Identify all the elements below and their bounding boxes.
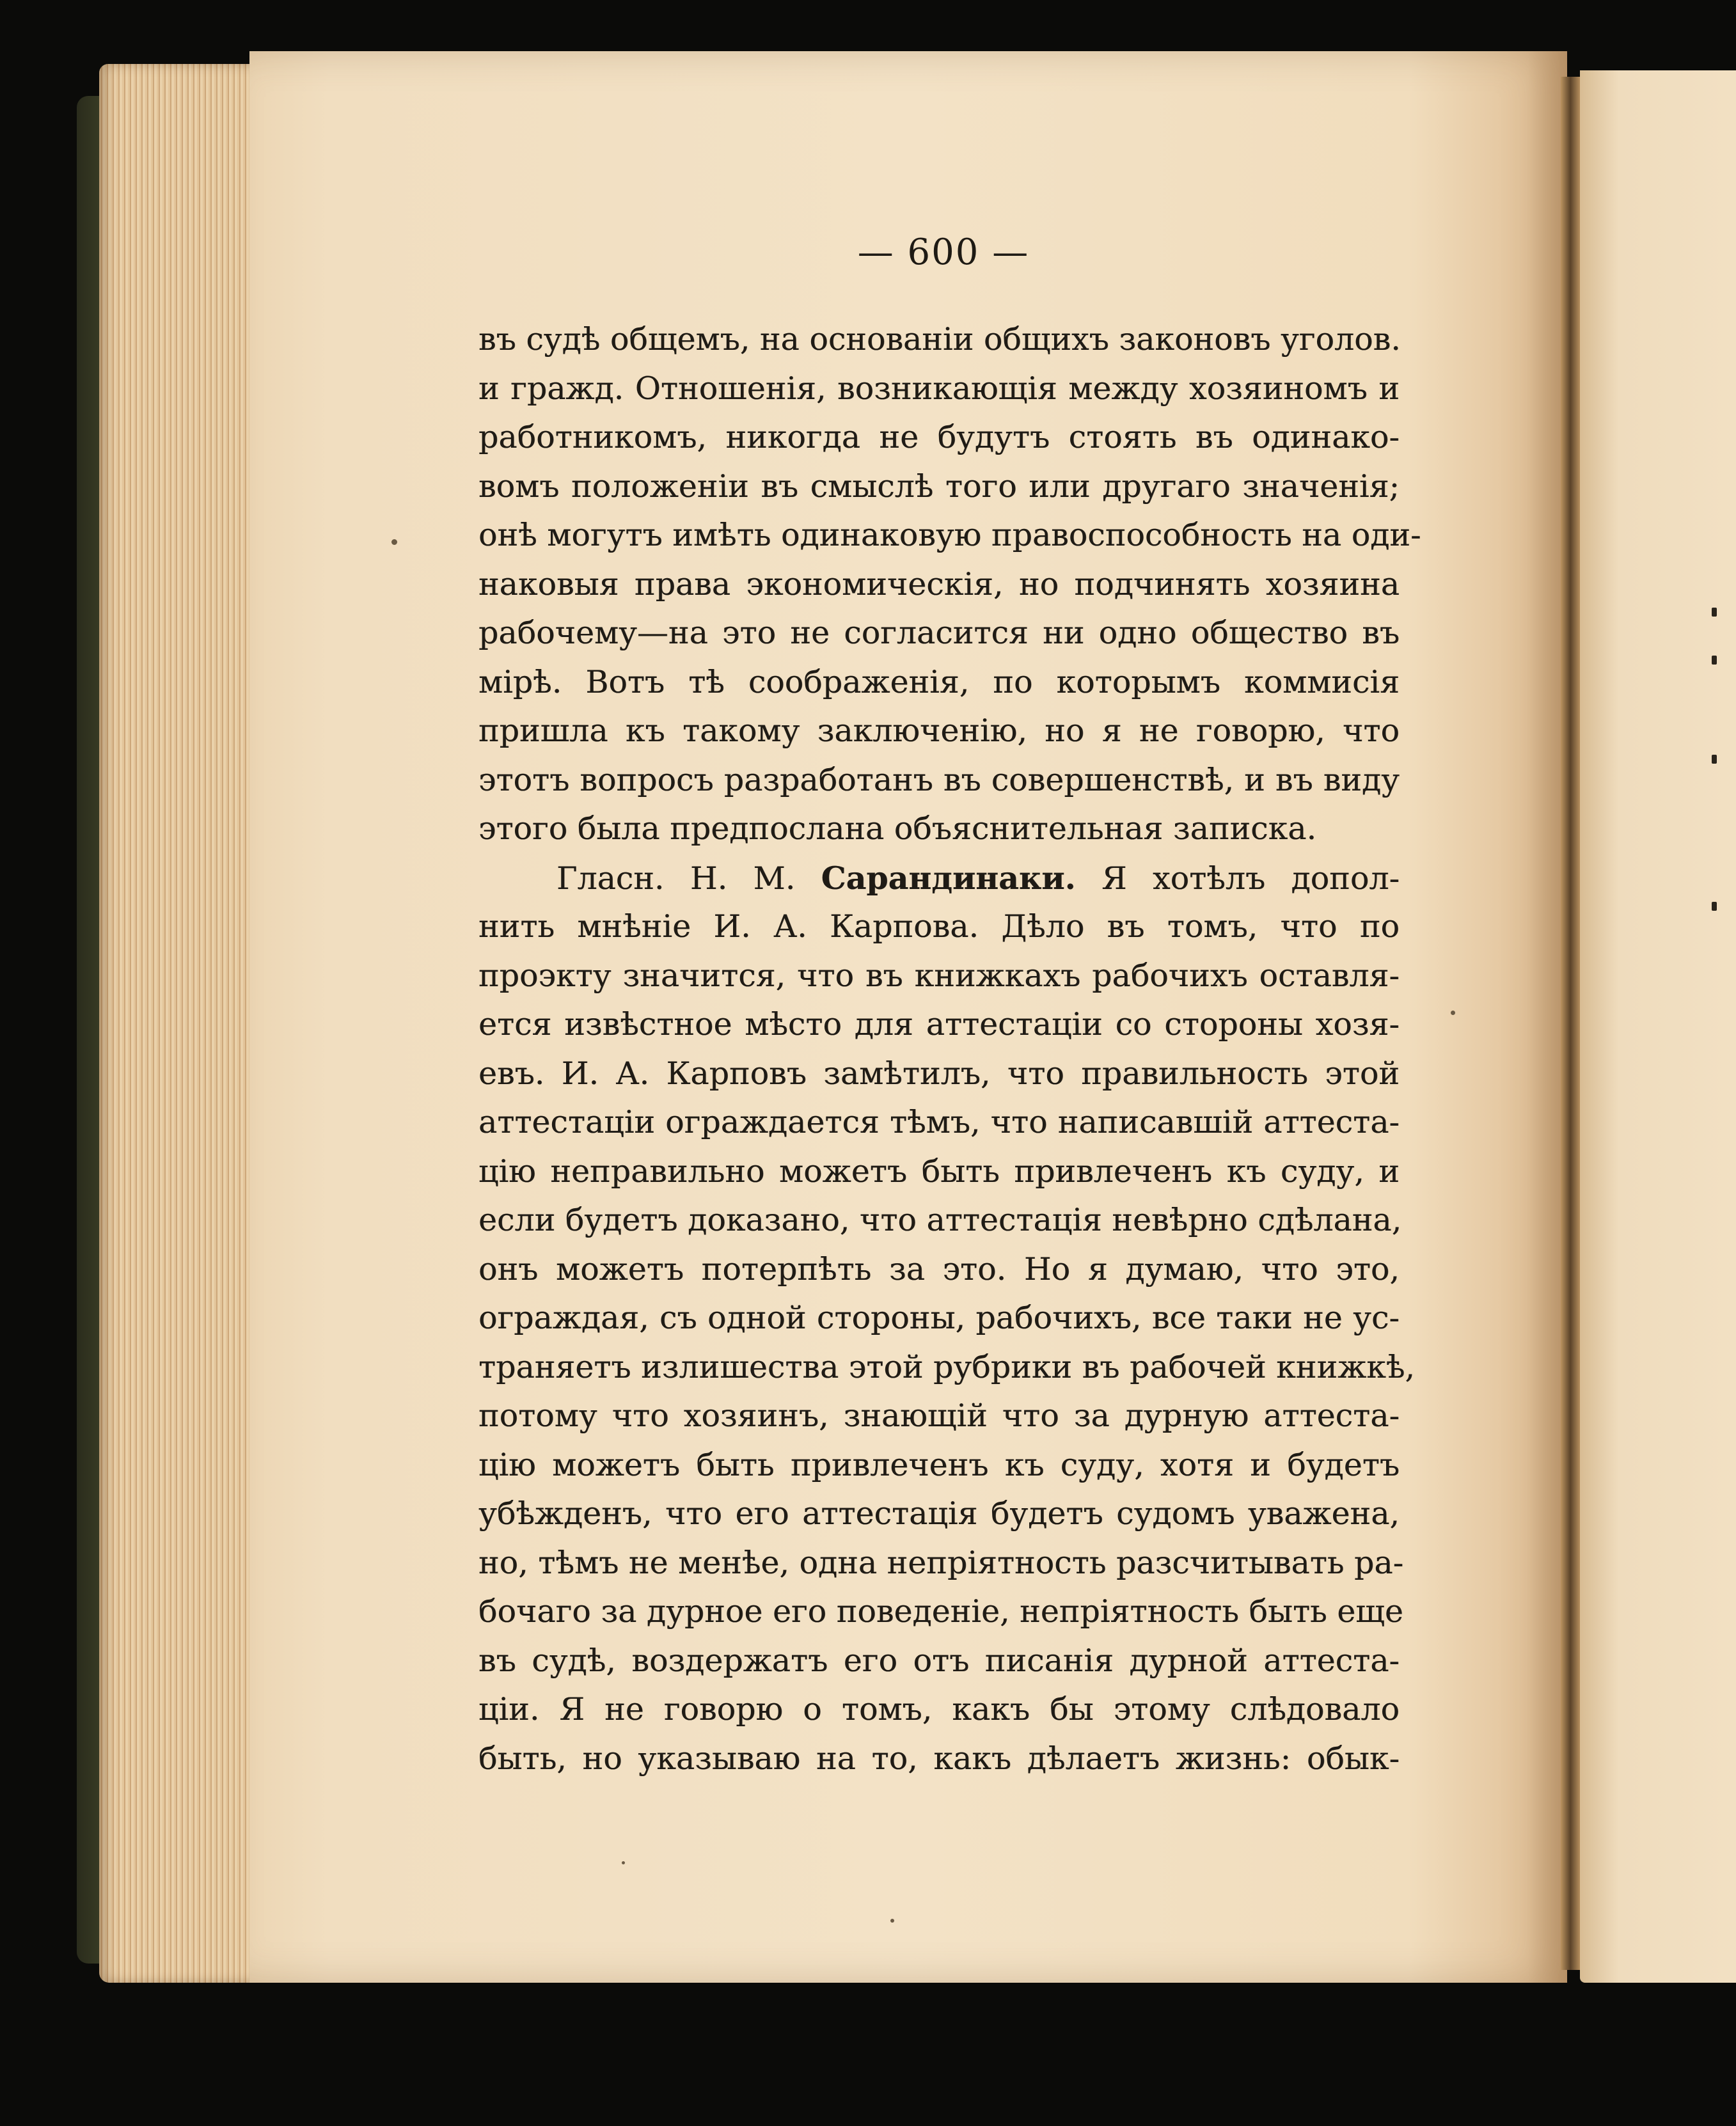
speech-text: Я хотѣлъ допол- xyxy=(1101,860,1400,897)
text-line: но, тѣмъ не менѣе, одна непріятность разсчитывать ра- xyxy=(478,1544,1404,1581)
speaker-prefix: Гласн. Н. М. xyxy=(556,860,796,897)
text-line: этого была предпослана объяснительная записка. xyxy=(478,810,1317,847)
text-line: онѣ могутъ имѣть одинаковую правоспособность на оди- xyxy=(478,517,1421,553)
text-line: бочаго за дурное его поведеніе, непріятность быть еще xyxy=(478,1593,1403,1630)
speaker-name: Сарандинаки. xyxy=(821,859,1076,897)
text-line: евъ. И. А. Карповъ замѣтилъ, что правильность этой xyxy=(478,1055,1400,1092)
text-line: потому что хозяинъ, знающій что за дурную аттеста- xyxy=(478,1398,1400,1434)
page-edges xyxy=(99,64,262,1983)
book-gutter xyxy=(1561,77,1580,1970)
text-line: наковыя права экономическія, но подчинять хозяина xyxy=(478,565,1400,602)
text-line: нить мнѣніе И. А. Карпова. Дѣло въ томъ, что по xyxy=(478,908,1400,945)
text-line: въ судѣ, воздержатъ его отъ писанія дурной аттеста- xyxy=(478,1642,1400,1679)
facing-page xyxy=(1580,70,1736,1983)
text-line: ограждая, съ одной стороны, рабочихъ, все таки не ус- xyxy=(478,1300,1400,1336)
text-line: этотъ вопросъ разработанъ въ совершенствѣ, и въ виду xyxy=(478,761,1400,798)
text-line: пришла къ такому заключенію, но я не говорю, что xyxy=(478,713,1400,749)
text-line: траняетъ излишества этой рубрики въ рабочей книжкѣ, xyxy=(478,1348,1415,1385)
page-number: — 600 — xyxy=(857,232,1030,273)
text-line: онъ можетъ потерпѣть за это. Но я думаю, что это, xyxy=(478,1250,1400,1287)
paper-speck xyxy=(1451,1011,1455,1015)
facing-page-text-edge xyxy=(1606,70,1721,1983)
text-line: проэкту значится, что въ книжкахъ рабочихъ оставля- xyxy=(478,957,1400,994)
text-line: работникомъ, никогда не будутъ стоять въ одинако- xyxy=(478,419,1400,455)
paper-speck xyxy=(890,1919,894,1923)
text-line: мірѣ. Вотъ тѣ соображенія, по которымъ коммисія xyxy=(478,663,1400,700)
text-line: и гражд. Отношенія, возникающія между хозяиномъ и xyxy=(478,370,1400,407)
text-line: въ судѣ общемъ, на основаніи общихъ законовъ уголов. xyxy=(478,321,1401,358)
text-line: аттестаціи ограждается тѣмъ, что написавшій аттеста- xyxy=(478,1104,1400,1140)
text-line: вомъ положеніи въ смыслѣ того или другаго значенія; xyxy=(478,468,1400,505)
text-line: рабочему—на это не согласится ни одно общество въ xyxy=(478,615,1400,651)
speech-first-line xyxy=(478,854,1400,903)
text-line: ціи. Я не говорю о томъ, какъ бы этому слѣдовало xyxy=(478,1691,1400,1728)
text-line: ется извѣстное мѣсто для аттестаціи со стороны хозя- xyxy=(478,1006,1400,1043)
paper-speck xyxy=(391,539,397,545)
text-line: если будетъ доказано, что аттестація невѣрно сдѣлана, xyxy=(478,1202,1402,1238)
paper-speck xyxy=(622,1861,625,1864)
text-line: быть, но указываю на то, какъ дѣлаетъ жизнь: обык- xyxy=(478,1740,1400,1777)
text-line: цію неправильно можетъ быть привлеченъ къ суду, и xyxy=(478,1153,1400,1190)
text-line: убѣжденъ, что его аттестація будетъ судомъ уважена, xyxy=(478,1495,1400,1532)
body-text xyxy=(478,315,1421,1783)
text-line: цію можетъ быть привлеченъ къ суду, хотя и будетъ xyxy=(478,1446,1400,1483)
